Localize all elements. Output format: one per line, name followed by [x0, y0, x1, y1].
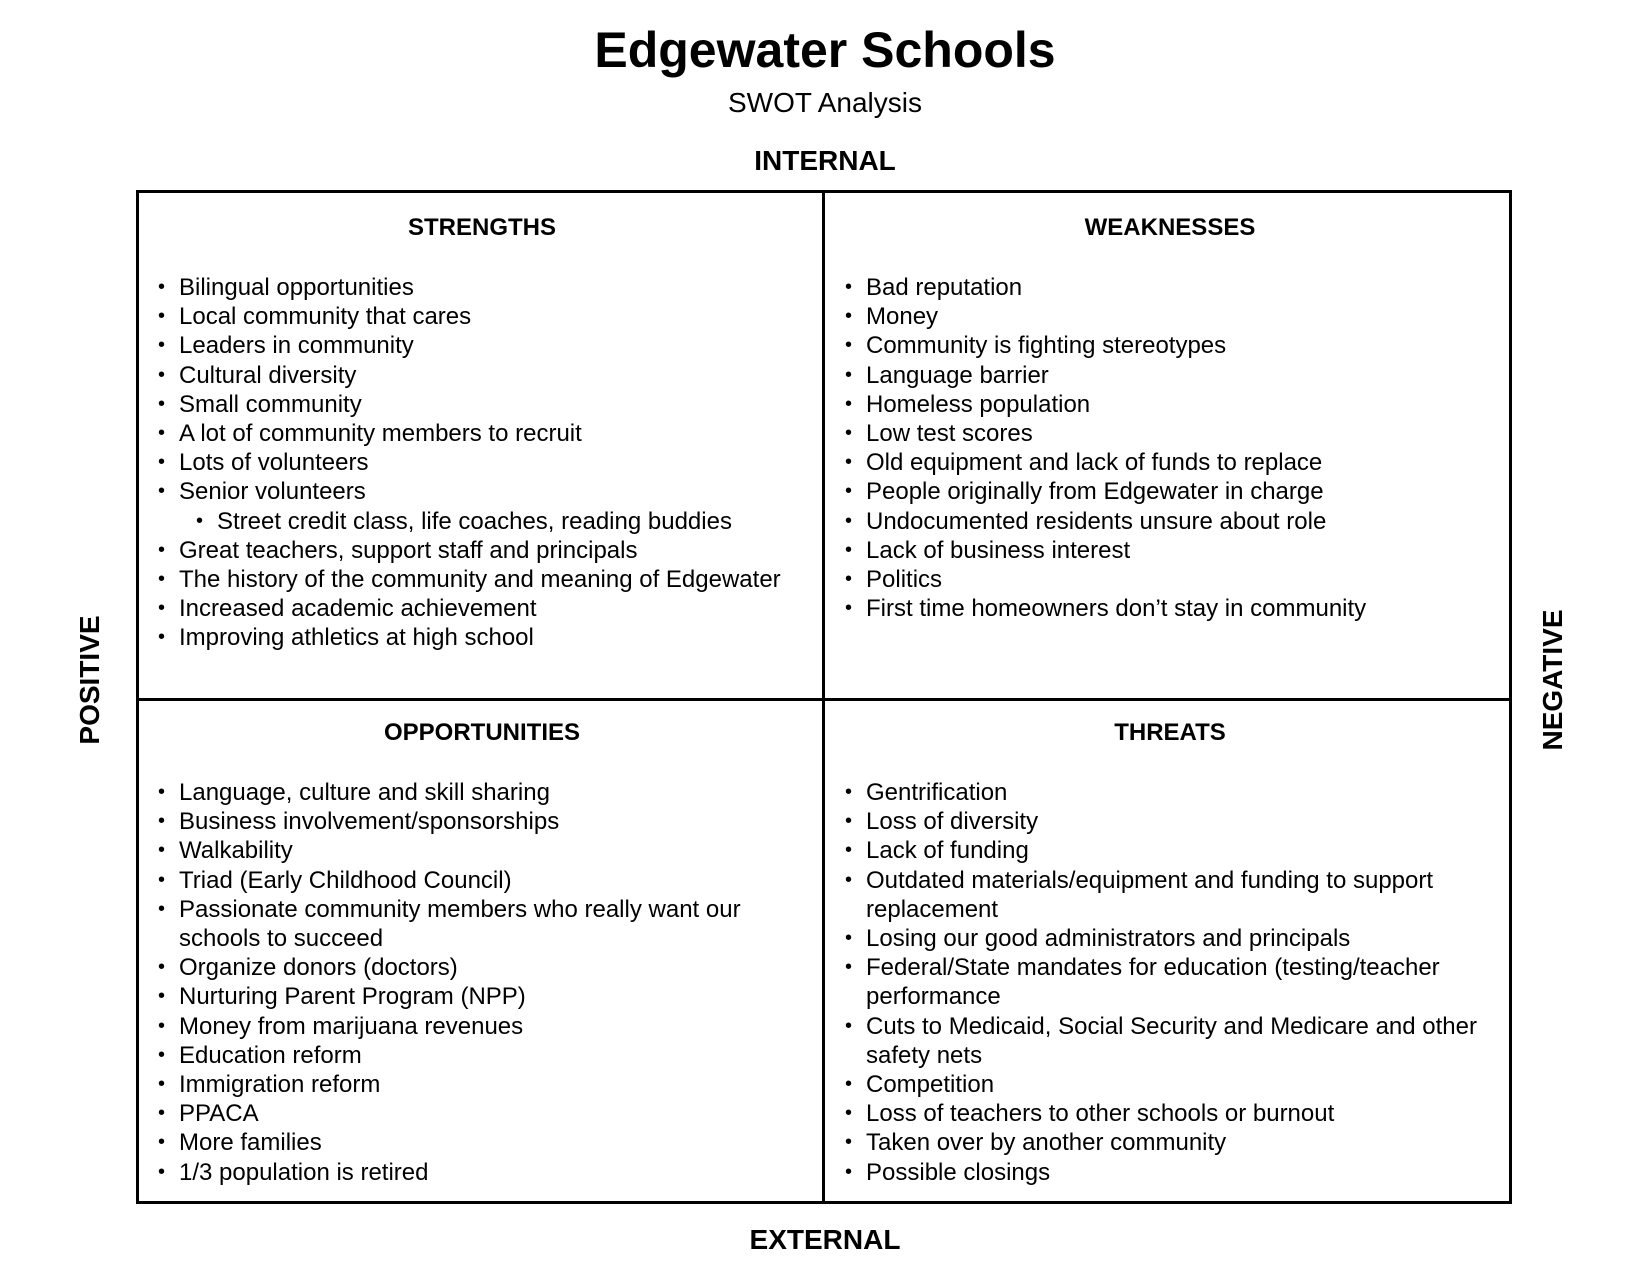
list-item: • Language, culture and skill sharing — [158, 778, 806, 807]
list-item: • Improving athletics at high school — [158, 623, 806, 652]
list-item: • Nurturing Parent Program (NPP) — [158, 982, 806, 1011]
opportunities-heading: OPPORTUNITIES — [383, 719, 581, 746]
list-item: • Possible closings — [845, 1158, 1495, 1187]
weaknesses-list — [845, 273, 1495, 623]
threats-heading: THREATS — [1114, 719, 1226, 746]
list-item: • Losing our good administrators and principals — [845, 924, 1495, 953]
list-item: • Business involvement/sponsorships — [158, 807, 806, 836]
list-item: • Loss of teachers to other schools or burnout — [845, 1099, 1495, 1128]
axis-label-negative: NEGATIVE — [1537, 609, 1568, 751]
weaknesses-quadrant — [845, 213, 1495, 623]
list-item: • Great teachers, support staff and principals — [158, 536, 806, 565]
list-item: • Language barrier — [845, 361, 1495, 390]
list-item: • Competition — [845, 1070, 1495, 1099]
opportunities-list — [158, 778, 806, 1187]
list-item: • Increased academic achievement — [158, 594, 806, 623]
list-item: • Undocumented residents unsure about role — [845, 507, 1495, 536]
list-item: • Old equipment and lack of funds to replace — [845, 448, 1495, 477]
axis-label-positive: POSITIVE — [74, 615, 105, 745]
list-item: • Lack of funding — [845, 836, 1495, 865]
list-item: • Cuts to Medicaid, Social Security and Medicare and other safety nets — [845, 1012, 1495, 1070]
list-item: • Passionate community members who really want our schools to succeed — [158, 895, 806, 953]
axis-label-external: EXTERNAL — [749, 1224, 901, 1255]
list-item: • PPACA — [158, 1099, 806, 1128]
sub-list-item: • Street credit class, life coaches, reading buddies — [158, 507, 806, 536]
opportunities-quadrant — [158, 718, 806, 1187]
list-item: • Education reform — [158, 1041, 806, 1070]
page-subtitle: SWOT Analysis — [728, 87, 922, 118]
list-item: • People originally from Edgewater in charge — [845, 477, 1495, 506]
threats-list — [845, 778, 1495, 1187]
list-item: • Cultural diversity — [158, 361, 806, 390]
strengths-heading: STRENGTHS — [407, 214, 556, 241]
list-item: • 1/3 population is retired — [158, 1158, 806, 1187]
threats-quadrant — [845, 718, 1495, 1187]
list-item: • Loss of diversity — [845, 807, 1495, 836]
list-item: • Bilingual opportunities — [158, 273, 806, 302]
list-item: • Federal/State mandates for education (testing/teacher performance — [845, 953, 1495, 1011]
list-item: • Organize donors (doctors) — [158, 953, 806, 982]
list-item: • Lots of volunteers — [158, 448, 806, 477]
list-item: • Local community that cares — [158, 302, 806, 331]
list-item: • Bad reputation — [845, 273, 1495, 302]
list-item: • First time homeowners don’t stay in community — [845, 594, 1495, 623]
list-item: • More families — [158, 1128, 806, 1157]
list-item: • Gentrification — [845, 778, 1495, 807]
strengths-list — [158, 273, 806, 653]
strengths-quadrant — [158, 213, 806, 653]
weaknesses-heading: WEAKNESSES — [1084, 214, 1256, 241]
list-item: • Senior volunteers — [158, 477, 806, 506]
list-item: • Immigration reform — [158, 1070, 806, 1099]
list-item: • Lack of business interest — [845, 536, 1495, 565]
list-item: • Politics — [845, 565, 1495, 594]
list-item: • Walkability — [158, 836, 806, 865]
list-item: • Money from marijuana revenues — [158, 1012, 806, 1041]
vertical-divider — [822, 190, 825, 1204]
axis-label-internal: INTERNAL — [754, 145, 896, 176]
list-item: • The history of the community and meaning of Edgewater — [158, 565, 806, 594]
horizontal-divider — [136, 698, 1512, 701]
list-item: • Outdated materials/equipment and funding to support replacement — [845, 866, 1495, 924]
list-item: • Money — [845, 302, 1495, 331]
page-title: Edgewater Schools — [594, 22, 1056, 78]
list-item: • A lot of community members to recruit — [158, 419, 806, 448]
list-item: • Leaders in community — [158, 331, 806, 360]
list-item: • Triad (Early Childhood Council) — [158, 866, 806, 895]
list-item: • Homeless population — [845, 390, 1495, 419]
list-item: • Small community — [158, 390, 806, 419]
list-item: • Low test scores — [845, 419, 1495, 448]
list-item: • Community is fighting stereotypes — [845, 331, 1495, 360]
list-item: • Taken over by another community — [845, 1128, 1495, 1157]
